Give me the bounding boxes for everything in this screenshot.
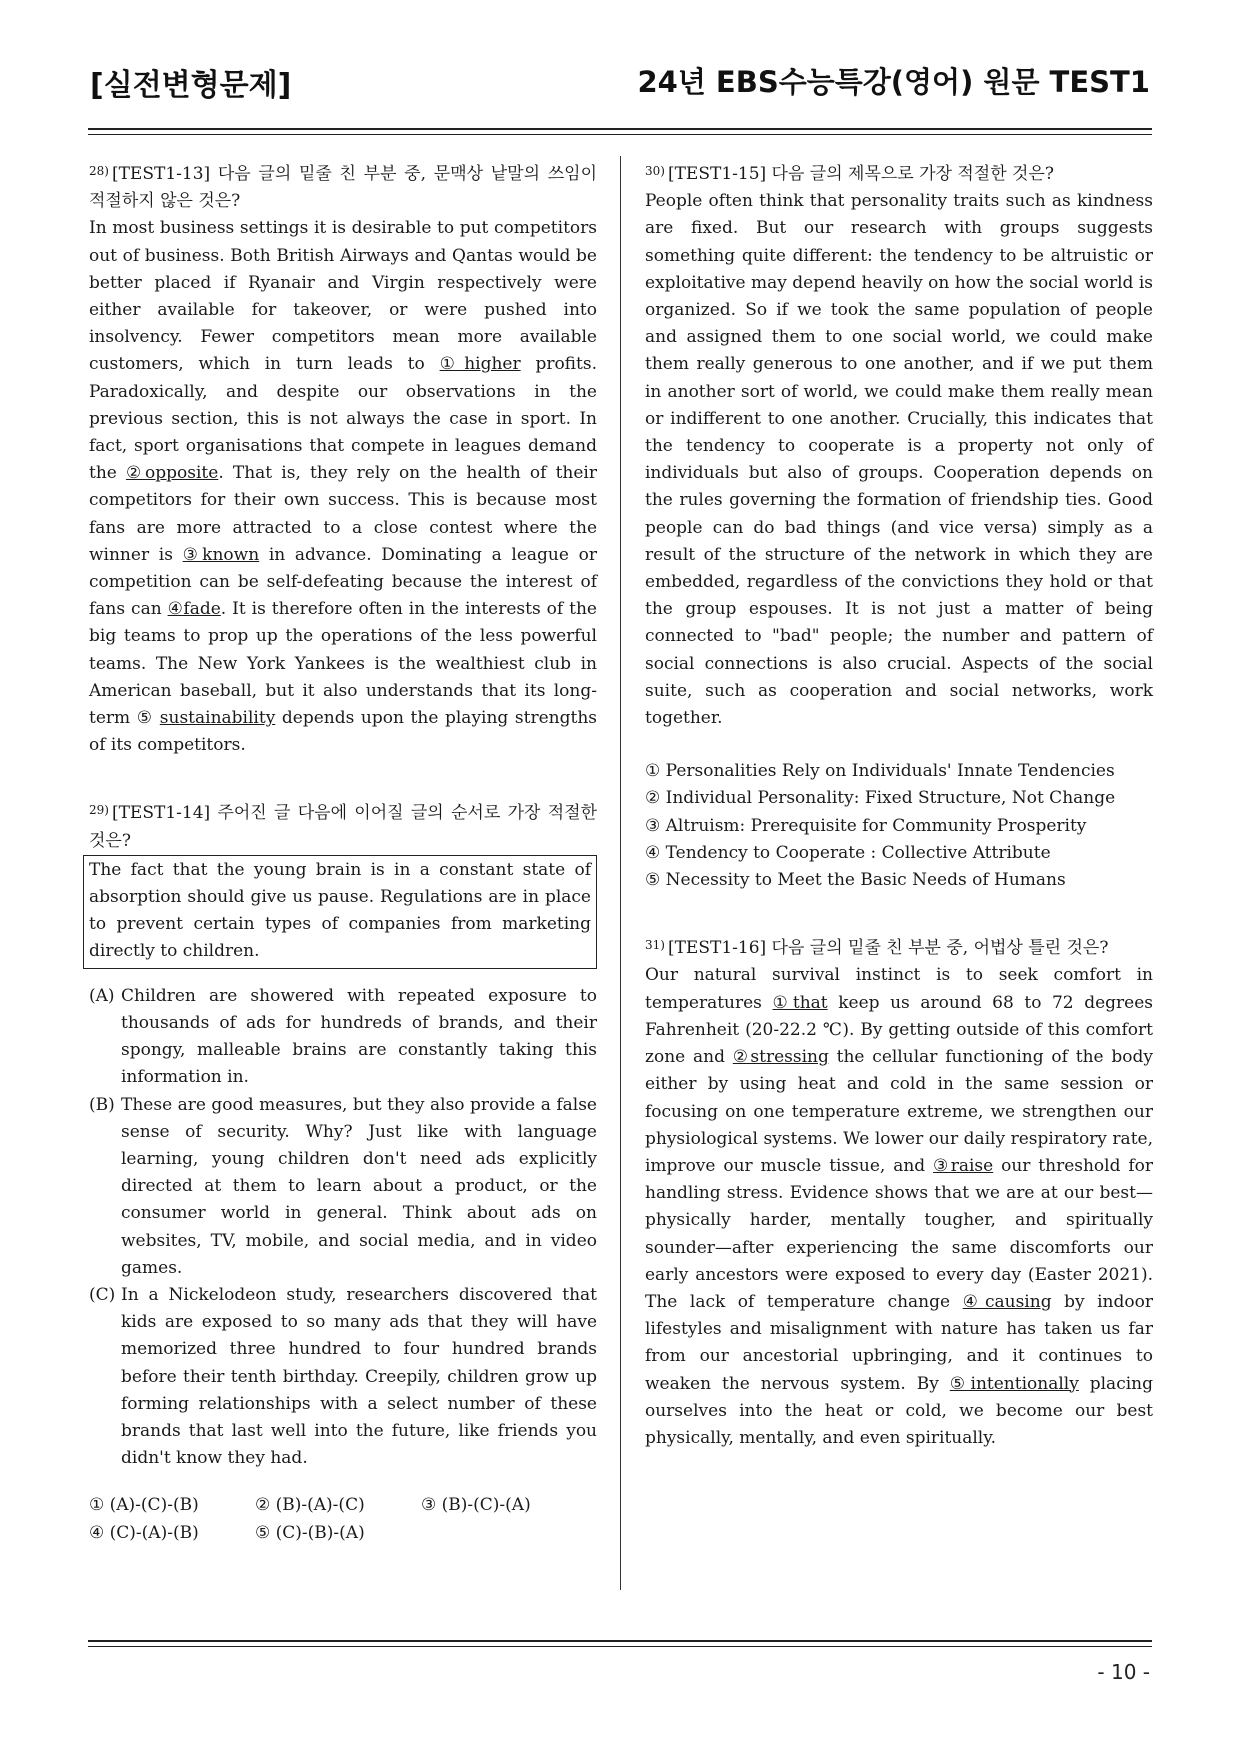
footer-rule — [88, 1640, 1152, 1642]
answer-choice: ④ (C)-(A)-(B) — [89, 1522, 199, 1543]
passage-text: In most business settings it is desirable to put competitors out of business. Both British Airways and Qantas would be better placed if Ryanair and Virgin respectively were either available for takeover, or were pushed into insolvency. Fewer competitors mean more available customers, which in turn leads to — [89, 218, 597, 375]
answer-option: ① Personalities Rely on Individuals' Innate Tendencies — [645, 761, 1115, 782]
passage-text: our threshold for handling stress. Evidence shows that we are at our best—physically harder, mentally tougher, and spiritually sounder—after experiencing the same discomforts our early ancestors were exposed to every day (Easter 2021). The lack of temperature change — [645, 1155, 1153, 1312]
question-29-number: 29) — [89, 803, 109, 818]
answer-choice: ① (A)-(C)-(B) — [89, 1495, 199, 1516]
order-item-text: In a Nickelodeon study, researchers discovered that kids are exposed to so many ads that they will have memorized three hundred to four hundred brands before their tenth birthday. Creepily, children grow up forming relationships with a select number of these brands that last well into the future, like friends you didn't know they had. — [121, 1284, 597, 1469]
question-30-number: 30) — [645, 164, 665, 178]
question-28-prompt — [89, 158, 597, 215]
question-31 — [645, 932, 1153, 1452]
page-header-label: [실전변형문제] — [90, 68, 292, 103]
order-item-text: Children are showered with repeated exposure to thousands of ads for hundreds of brands, and their spongy, malleable brains are constantly taking this information in. — [121, 985, 597, 1088]
question-31-passage — [645, 962, 1153, 1452]
underlined-word-2: ②opposite — [126, 463, 219, 484]
footer-rule-thin — [88, 1646, 1152, 1647]
answer-option: ③ Altruism: Prerequisite for Community Prosperity — [645, 815, 1087, 836]
order-item-label: (B) — [89, 1094, 115, 1115]
page-number: - 10 - — [1097, 1660, 1150, 1684]
underlined-word-1: ①that — [772, 992, 828, 1013]
order-item-text: These are good measures, but they also provide a false sense of security. Why? Just like with language learning, young children don't need ads explicitly directed at them to learn about a product, or the consumer world in general. Think about ads on websites, TV, mobile, and social media, and in video games. — [121, 1094, 597, 1278]
right-column — [645, 158, 1153, 1452]
underlined-word-3: ③raise — [933, 1155, 994, 1176]
header-rule — [88, 128, 1152, 130]
passage-text: in advance. Dominating a league or competition can be self-defeating because the interest of fans can — [89, 544, 597, 620]
question-31-prompt-text: [TEST1-16] 다음 글의 밑줄 친 부분 중, 어법상 틀린 것은? — [667, 938, 1109, 959]
order-item — [89, 1282, 597, 1472]
page-header-title: 24년 EBS수능특강(영어) 원문 TEST1 — [637, 65, 1150, 99]
question-28 — [89, 158, 597, 759]
passage-text: placing ourselves into the heat or cold, we become our best physically, mentally, and even spiritually. — [645, 1373, 1153, 1448]
answer-choice: ② (B)-(A)-(C) — [255, 1495, 365, 1516]
underlined-word-2: ②stressing — [732, 1047, 829, 1068]
question-31-prompt — [645, 932, 1153, 962]
question-30-prompt — [645, 158, 1153, 188]
question-30-passage: People often think that personality traits such as kindness are fixed. But our research with groups suggests something quite different: the tendency to be altruistic or exploitative may depend heavily on how the social world is organized. So if we took the same population of people and assigned them to one social world, we could make them really generous to one another, and if we put them in another sort of world, we could make them really mean or indifferent to one another. Crucially, this indicates that the tendency to cooperate is a property not only of individuals but also of groups. Cooperation depends on the rules governing the formation of friendship ties. Good people can do bad things (and vice versa) simply as a result of the structure of the network in which they are embedded, regardless of the convictions they hold or that the group espouses. It is not just a matter of being connected to "bad" people; the number and pattern of social connections is also crucial. Aspects of the social suite, such as cooperation and social networks, work together. — [645, 191, 1153, 729]
answer-choice: ③ (B)-(C)-(A) — [421, 1495, 531, 1516]
passage-text: profits. Paradoxically, and despite our observations in the previous section, this is not always the case in sport. In fact, sport organisations that compete in leagues demand the — [89, 354, 597, 484]
question-30 — [645, 158, 1153, 894]
answer-option: ⑤ Necessity to Meet the Basic Needs of Humans — [645, 870, 1066, 891]
answer-choice: ⑤ (C)-(B)-(A) — [255, 1522, 365, 1543]
column-divider — [620, 156, 621, 1590]
underlined-word-5: ⑤intentionally — [949, 1373, 1079, 1394]
order-item-label: (C) — [89, 1284, 116, 1305]
passage-text: the cellular functioning of the body either by using heat and cold in the same session or focusing on one temperature extreme, we strengthen our physiological systems. We lower our daily respiratory rate, improve our muscle tissue, and — [645, 1047, 1153, 1176]
question-29-prompt — [89, 797, 597, 854]
underlined-word-4: ④fade — [167, 599, 221, 620]
passage-text: by indoor lifestyles and misalignment with nature has taken us far from our ancestorial upbringing, and it continues to weaken the nervous system. By — [645, 1291, 1153, 1394]
question-29 — [89, 797, 597, 1546]
left-column — [89, 158, 597, 1547]
order-item-label: (A) — [89, 985, 115, 1006]
question-31-number: 31) — [645, 938, 665, 953]
underlined-word-3: ③known — [182, 544, 260, 565]
question-29-prompt-text: [TEST1-14] 주어진 글 다음에 이어질 글의 순서로 가장 적절한 것은? — [89, 803, 597, 851]
underlined-word-1: ①higher — [439, 354, 521, 375]
question-29-given-box: The fact that the young brain is in a constant state of absorption should give us pause. Regulations are in place to prevent certain types of companies from marketing directly to children. — [83, 855, 597, 969]
passage-text: . It is therefore often in the interests of the big teams to prop up the operations of the less powerful teams. The New York Yankees is the wealthiest club in American baseball, but it also understands that its long-term ⑤ — [89, 599, 597, 729]
answer-option: ④ Tendency to Cooperate : Collective Attribute — [645, 842, 1051, 863]
header-rule-thin — [88, 134, 1152, 135]
passage-text: depends upon the playing strengths of its competitors. — [89, 708, 597, 756]
question-28-passage — [89, 215, 597, 759]
passage-text: . That is, they rely on the health of their competitors for their own success. This is because most fans are more attracted to a close contest where the winner is — [89, 463, 597, 565]
order-item — [89, 1092, 597, 1282]
order-item — [89, 983, 597, 1092]
answer-option: ② Individual Personality: Fixed Structure, Not Change — [645, 788, 1116, 809]
question-29-choices — [89, 1492, 597, 1546]
underlined-word-4: ④causing — [962, 1291, 1052, 1312]
question-29-items — [89, 983, 597, 1473]
question-30-prompt-text: [TEST1-15] 다음 글의 제목으로 가장 적절한 것은? — [667, 164, 1055, 184]
passage-text: keep us around 68 to 72 degrees Fahrenheit (20-22.2 ℃). By getting outside of this comfort zone and — [645, 992, 1153, 1068]
question-28-prompt-text: [TEST1-13] 다음 글의 밑줄 친 부분 중, 문맥상 낱말의 쓰임이 적절하지 않은 것은? — [89, 164, 597, 212]
question-30-options — [645, 758, 1153, 894]
underlined-word-5: sustainability — [159, 708, 276, 729]
passage-text: Our natural survival instinct is to seek comfort in temperatures — [645, 965, 1153, 1013]
question-28-number: 28) — [89, 164, 109, 178]
